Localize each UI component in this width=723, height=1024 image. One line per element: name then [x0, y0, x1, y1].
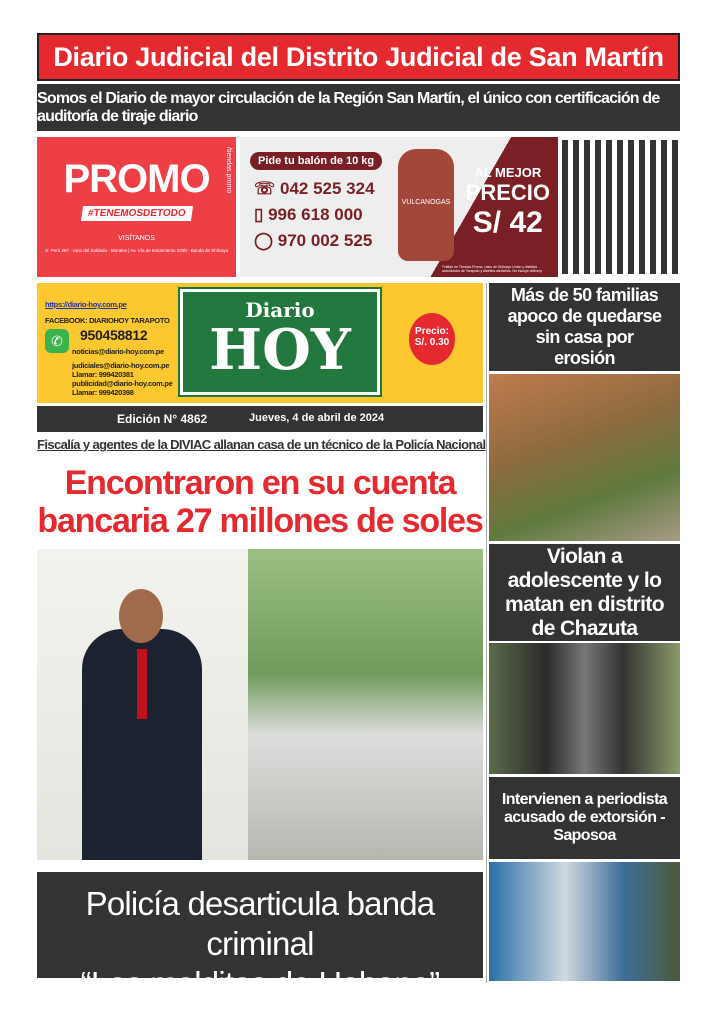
gas-phone-3: ◯ 970 002 525 [254, 231, 373, 250]
info-box [37, 283, 483, 403]
gas-pill: Pide tu balón de 10 kg [250, 152, 382, 170]
edition-date: Jueves, 4 de abril de 2024 [249, 412, 385, 424]
gas-price [466, 165, 550, 240]
gas-phone-2: ▯ 996 618 000 [254, 205, 363, 224]
edition-bar [37, 406, 483, 432]
phone-number: 042 525 324 [279, 179, 375, 198]
side-headline-1: Más de 50 familias apoco de quedarse sin casa por erosión [489, 283, 680, 371]
column-divider [486, 283, 487, 983]
arrest-photo [489, 643, 680, 774]
phone: Llamar: 999420398 [72, 388, 134, 397]
phone-number: 970 002 525 [277, 231, 373, 250]
promo-visit: VISÍTANOS [118, 235, 155, 242]
price-value: S/ 42 [472, 206, 543, 239]
logo-big: HOY [209, 317, 351, 383]
side-headline-3: Intervienen a periodista acusado de extorsión - Saposoa [489, 777, 680, 859]
masthead-tagline: Somos el Diario de mayor circulación de la Región San Martín, el único con certificación de auditoría de tiraje diario [37, 84, 680, 131]
promo-hashtag: #TENEMOSDETODO [81, 206, 193, 221]
journalist-photo [489, 862, 680, 981]
price-label: Precio: [415, 326, 449, 337]
gas-phone-1: ☏ 042 525 324 [254, 179, 375, 198]
headline-line: “Los malditos de Habana” [80, 965, 440, 1002]
man-tie [137, 649, 147, 719]
main-kicker: Fiscalía y agentes de la DIVIAC allanan casa de un técnico de la Policía Nacional [37, 437, 486, 452]
promo-ad [37, 137, 236, 277]
edition-number: Edición N° 4862 [117, 412, 208, 426]
phone: Llamar: 999420381 [72, 370, 134, 379]
email: judiciales@diario-hoy.com.pe [72, 361, 170, 370]
gas-ad [240, 137, 558, 277]
promo-address: Jr. Perú 287 - rano del Soldado - Morales | Av. Vía de Evitamiento 2200 - Banda de Shilcayo [44, 248, 229, 253]
phone-number: 996 618 000 [268, 205, 363, 224]
website-link[interactable]: https://diario-hoy.com.pe [45, 300, 127, 309]
promo-title: PROMO [63, 157, 210, 201]
bottom-headline [37, 872, 483, 1002]
erosion-photo [489, 374, 680, 541]
gas-note: *Válido en Tiendas Promo, rasto de Shilcayo Unión y distritos autorizados de Tarapoto y distritos aledaños. No incluye delivery. [442, 265, 543, 273]
price-label: PRECIO [465, 180, 550, 205]
main-photo-house [248, 549, 483, 860]
facebook: FACEBOOK: DIARIOHOY TARAPOTO [45, 316, 170, 325]
main-headline [37, 464, 483, 540]
logo-small: Diario [245, 298, 315, 322]
gas-cylinder [398, 149, 454, 261]
price-badge [409, 313, 455, 365]
headline-line: Policía desarticula banda criminal [85, 885, 435, 962]
headline-line: Encontraron en su cuenta [64, 464, 456, 502]
whatsapp-icon: ✆ [45, 329, 69, 353]
price-label: AL MEJOR [474, 165, 542, 180]
main-photo-portrait [37, 549, 248, 860]
email: noticias@diario-hoy.com.pe [72, 347, 164, 356]
gas-brand: VULCANOGAS [401, 199, 451, 206]
masthead-title: Diario Judicial del Distrito Judicial de San Martín [37, 33, 680, 81]
side-headline-2: Violan a adolescente y lo matan en distrito de Chazuta [489, 544, 680, 641]
headline-line: bancaria 27 millones de soles [37, 502, 483, 540]
qr-code[interactable] [562, 140, 678, 274]
man-face [119, 589, 163, 643]
promo-social: /tiendas.promo [225, 147, 232, 194]
email: publicidad@diario-hoy.com.pe [72, 379, 173, 388]
price-value: S/. 0.30 [414, 337, 450, 348]
diario-hoy-logo [180, 289, 380, 395]
whatsapp-number: 950458812 [80, 327, 148, 343]
